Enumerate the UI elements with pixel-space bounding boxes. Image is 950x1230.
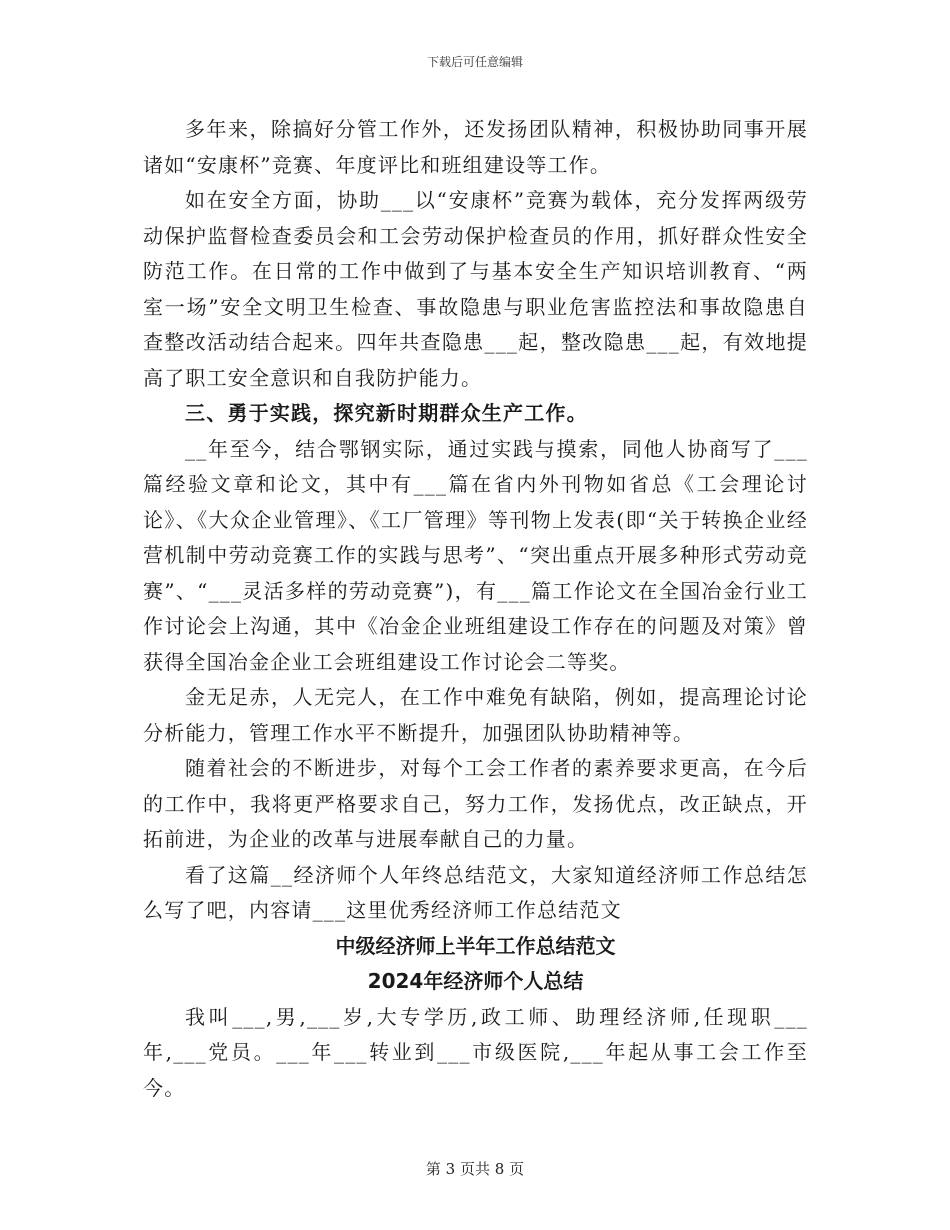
paragraph: 我叫___,男,___岁,大专学历,政工师、助理经济师,任现职___年,___党员。___年___转业到___市级医院,___年起从事工会工作至今。 [143, 1004, 808, 1100]
paragraph: 金无足赤，人无完人，在工作中难免有缺陷，例如，提高理论讨论分析能力，管理工作水平不断提升，加强团队协助精神等。 [143, 685, 808, 745]
document-subtitle: 2024年经济师个人总结 [367, 969, 584, 993]
paragraph: 看了这篇__经济师个人年终总结范文，大家知道经济师工作总结怎么写了吧，内容请___这里优秀经济师工作总结范文 [143, 862, 808, 922]
page-header: 下载后可任意编辑 [426, 55, 523, 69]
paragraph: __年至今，结合鄂钢实际，通过实践与摸索，同他人协商写了___篇经验文章和论文，其中有___篇在省内外刊物如省总《工会理论讨论》、《大众企业管理》、《工厂管理》等刊物上发表(即“关于转换企业经营机制中劳动竞赛工作的实践与思考”、“突出重点开展多种形式劳动竞赛”、“___灵活多样的劳动竞赛”)，有___篇工作论文在全国冶金行业工作讨论会上沟通，其中《冶金企业班组建设工作存在的问题及对策》曾获得全国冶金企业工会班组建设工作讨论会二等奖。 [143, 436, 808, 674]
section-heading: 三、勇于实践，探究新时期群众生产工作。 [185, 401, 588, 425]
paragraph: 如在安全方面，协助___以“安康杯”竞赛为载体，充分发挥两级劳动保护监督检查委员会和工会劳动保护检查员的作用，抓好群众性安全防范工作。在日常的工作中做到了与基本安全生产知识培训教育、“两室一场”安全文明卫生检查、事故隐患与职业危害监控法和事故隐患自查整改活动结合起来。四年共查隐患___起，整改隐患___起，有效地提高了职工安全意识和自我防护能力。 [143, 188, 808, 390]
document-body [143, 112, 808, 1106]
page-footer: 第 3 页共 8 页 [425, 1160, 525, 1178]
paragraph: 随着社会的不断进步，对每个工会工作者的素养要求更高，在今后的工作中，我将更严格要求自己，努力工作，发扬优点，改正缺点，开拓前进，为企业的改革与进展奉献自己的力量。 [143, 756, 808, 851]
paragraph: 多年来，除搞好分管工作外，还发扬团队精神，积极协助同事开展诸如“安康杯”竞赛、年度评比和班组建设等工作。 [143, 117, 808, 177]
document-title: 中级经济师上半年工作总结范文 [335, 933, 616, 958]
